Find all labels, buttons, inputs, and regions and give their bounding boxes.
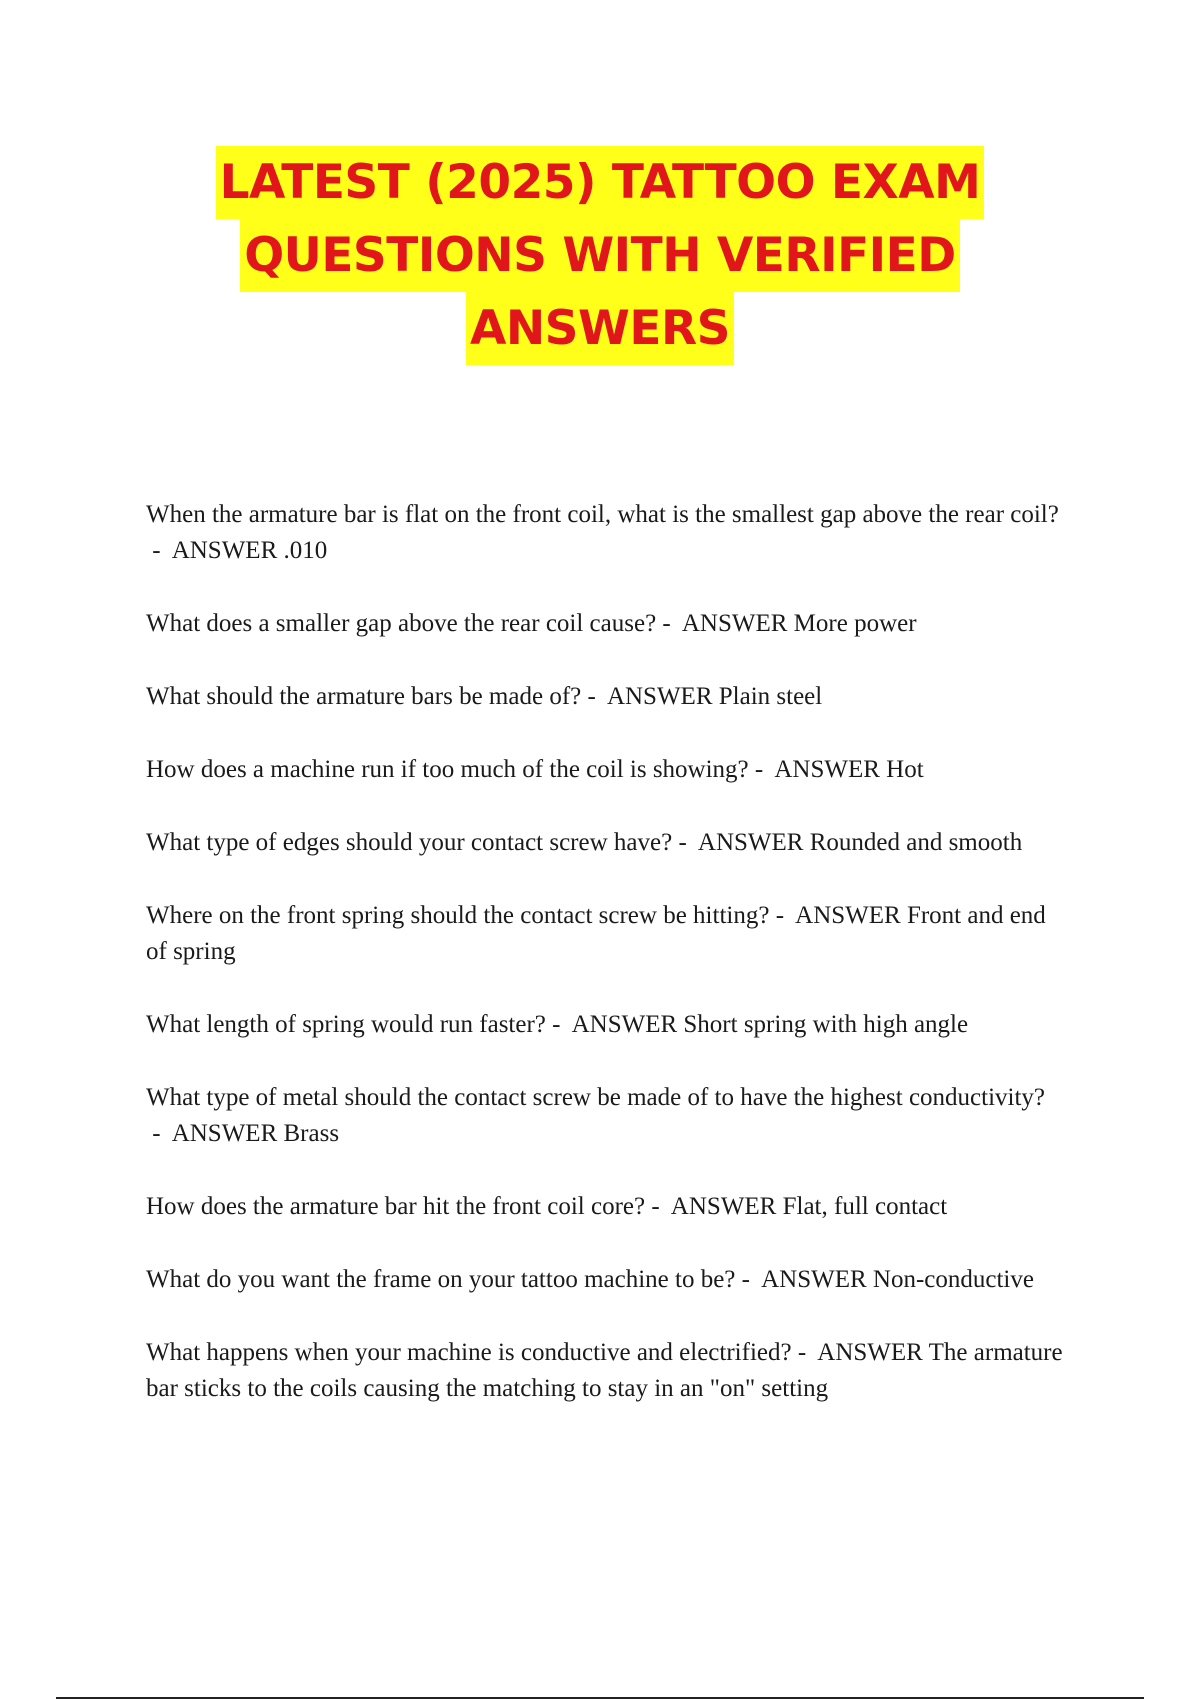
answer-text: Brass	[283, 1120, 340, 1147]
answer-separator: - ANSWER	[581, 683, 719, 710]
qa-item	[146, 679, 1066, 715]
page-bottom-divider	[56, 1697, 1144, 1699]
answer-text: .010	[283, 537, 328, 564]
answer-text: Short spring with high angle	[683, 1011, 969, 1038]
question-text: What should the armature bars be made of?	[146, 683, 582, 710]
answer-text: Non-conductive	[872, 1266, 1034, 1293]
answer-separator: - ANSWER	[545, 1011, 684, 1038]
question-text: What type of edges should your contact screw have?	[146, 829, 673, 856]
question-text: What length of spring would run faster?	[146, 1011, 546, 1038]
answer-separator: - ANSWER	[735, 1266, 873, 1293]
qa-item	[146, 1080, 1066, 1152]
qa-item	[146, 1335, 1066, 1407]
question-text: Where on the front spring should the contact screw be hitting?	[146, 902, 770, 929]
qa-list	[146, 497, 1066, 1444]
answer-text: Plain steel	[718, 683, 823, 710]
question-text: What does a smaller gap above the rear coil cause?	[146, 610, 657, 637]
answer-separator: - ANSWER	[791, 1339, 929, 1366]
qa-item	[146, 497, 1066, 569]
answer-separator: - ANSWER	[146, 1120, 284, 1147]
qa-item	[146, 606, 1066, 642]
qa-item	[146, 752, 1066, 788]
answer-separator: - ANSWER	[748, 756, 887, 783]
answer-text: Front and end of spring	[146, 902, 1046, 965]
answer-text: More power	[793, 610, 917, 637]
title-line-2: QUESTIONS WITH VERIFIED	[240, 219, 960, 292]
question-text: How does the armature bar hit the front coil core?	[146, 1193, 646, 1220]
question-text: What do you want the frame on your tattoo machine to be?	[146, 1266, 736, 1293]
answer-separator: - ANSWER	[769, 902, 907, 929]
question-text: What type of metal should the contact screw be made of to have the highest conductivity?	[146, 1084, 1046, 1111]
qa-item	[146, 825, 1066, 861]
answer-separator: - ANSWER	[672, 829, 810, 856]
qa-item	[146, 898, 1066, 970]
answer-text: Rounded and smooth	[809, 829, 1023, 856]
qa-item	[146, 1189, 1066, 1225]
answer-text: Hot	[886, 756, 924, 783]
title-line-1: LATEST (2025) TATTOO EXAM	[216, 146, 985, 219]
qa-item	[146, 1262, 1066, 1298]
answer-separator: - ANSWER	[645, 1193, 783, 1220]
document-title	[0, 146, 1200, 365]
question-text: How does a machine run if too much of the coil is showing?	[146, 756, 749, 783]
qa-item	[146, 1007, 1066, 1043]
answer-separator: - ANSWER	[656, 610, 794, 637]
answer-separator: - ANSWER	[146, 537, 284, 564]
title-line-3: ANSWERS	[466, 292, 734, 365]
answer-text: Flat, full contact	[782, 1193, 948, 1220]
question-text: When the armature bar is flat on the front coil, what is the smallest gap above the rear coil?	[146, 501, 1059, 528]
question-text: What happens when your machine is conductive and electrified?	[146, 1339, 792, 1366]
answer-text: The armature bar sticks to the coils causing the matching to stay in an "on" setting	[146, 1339, 1063, 1402]
